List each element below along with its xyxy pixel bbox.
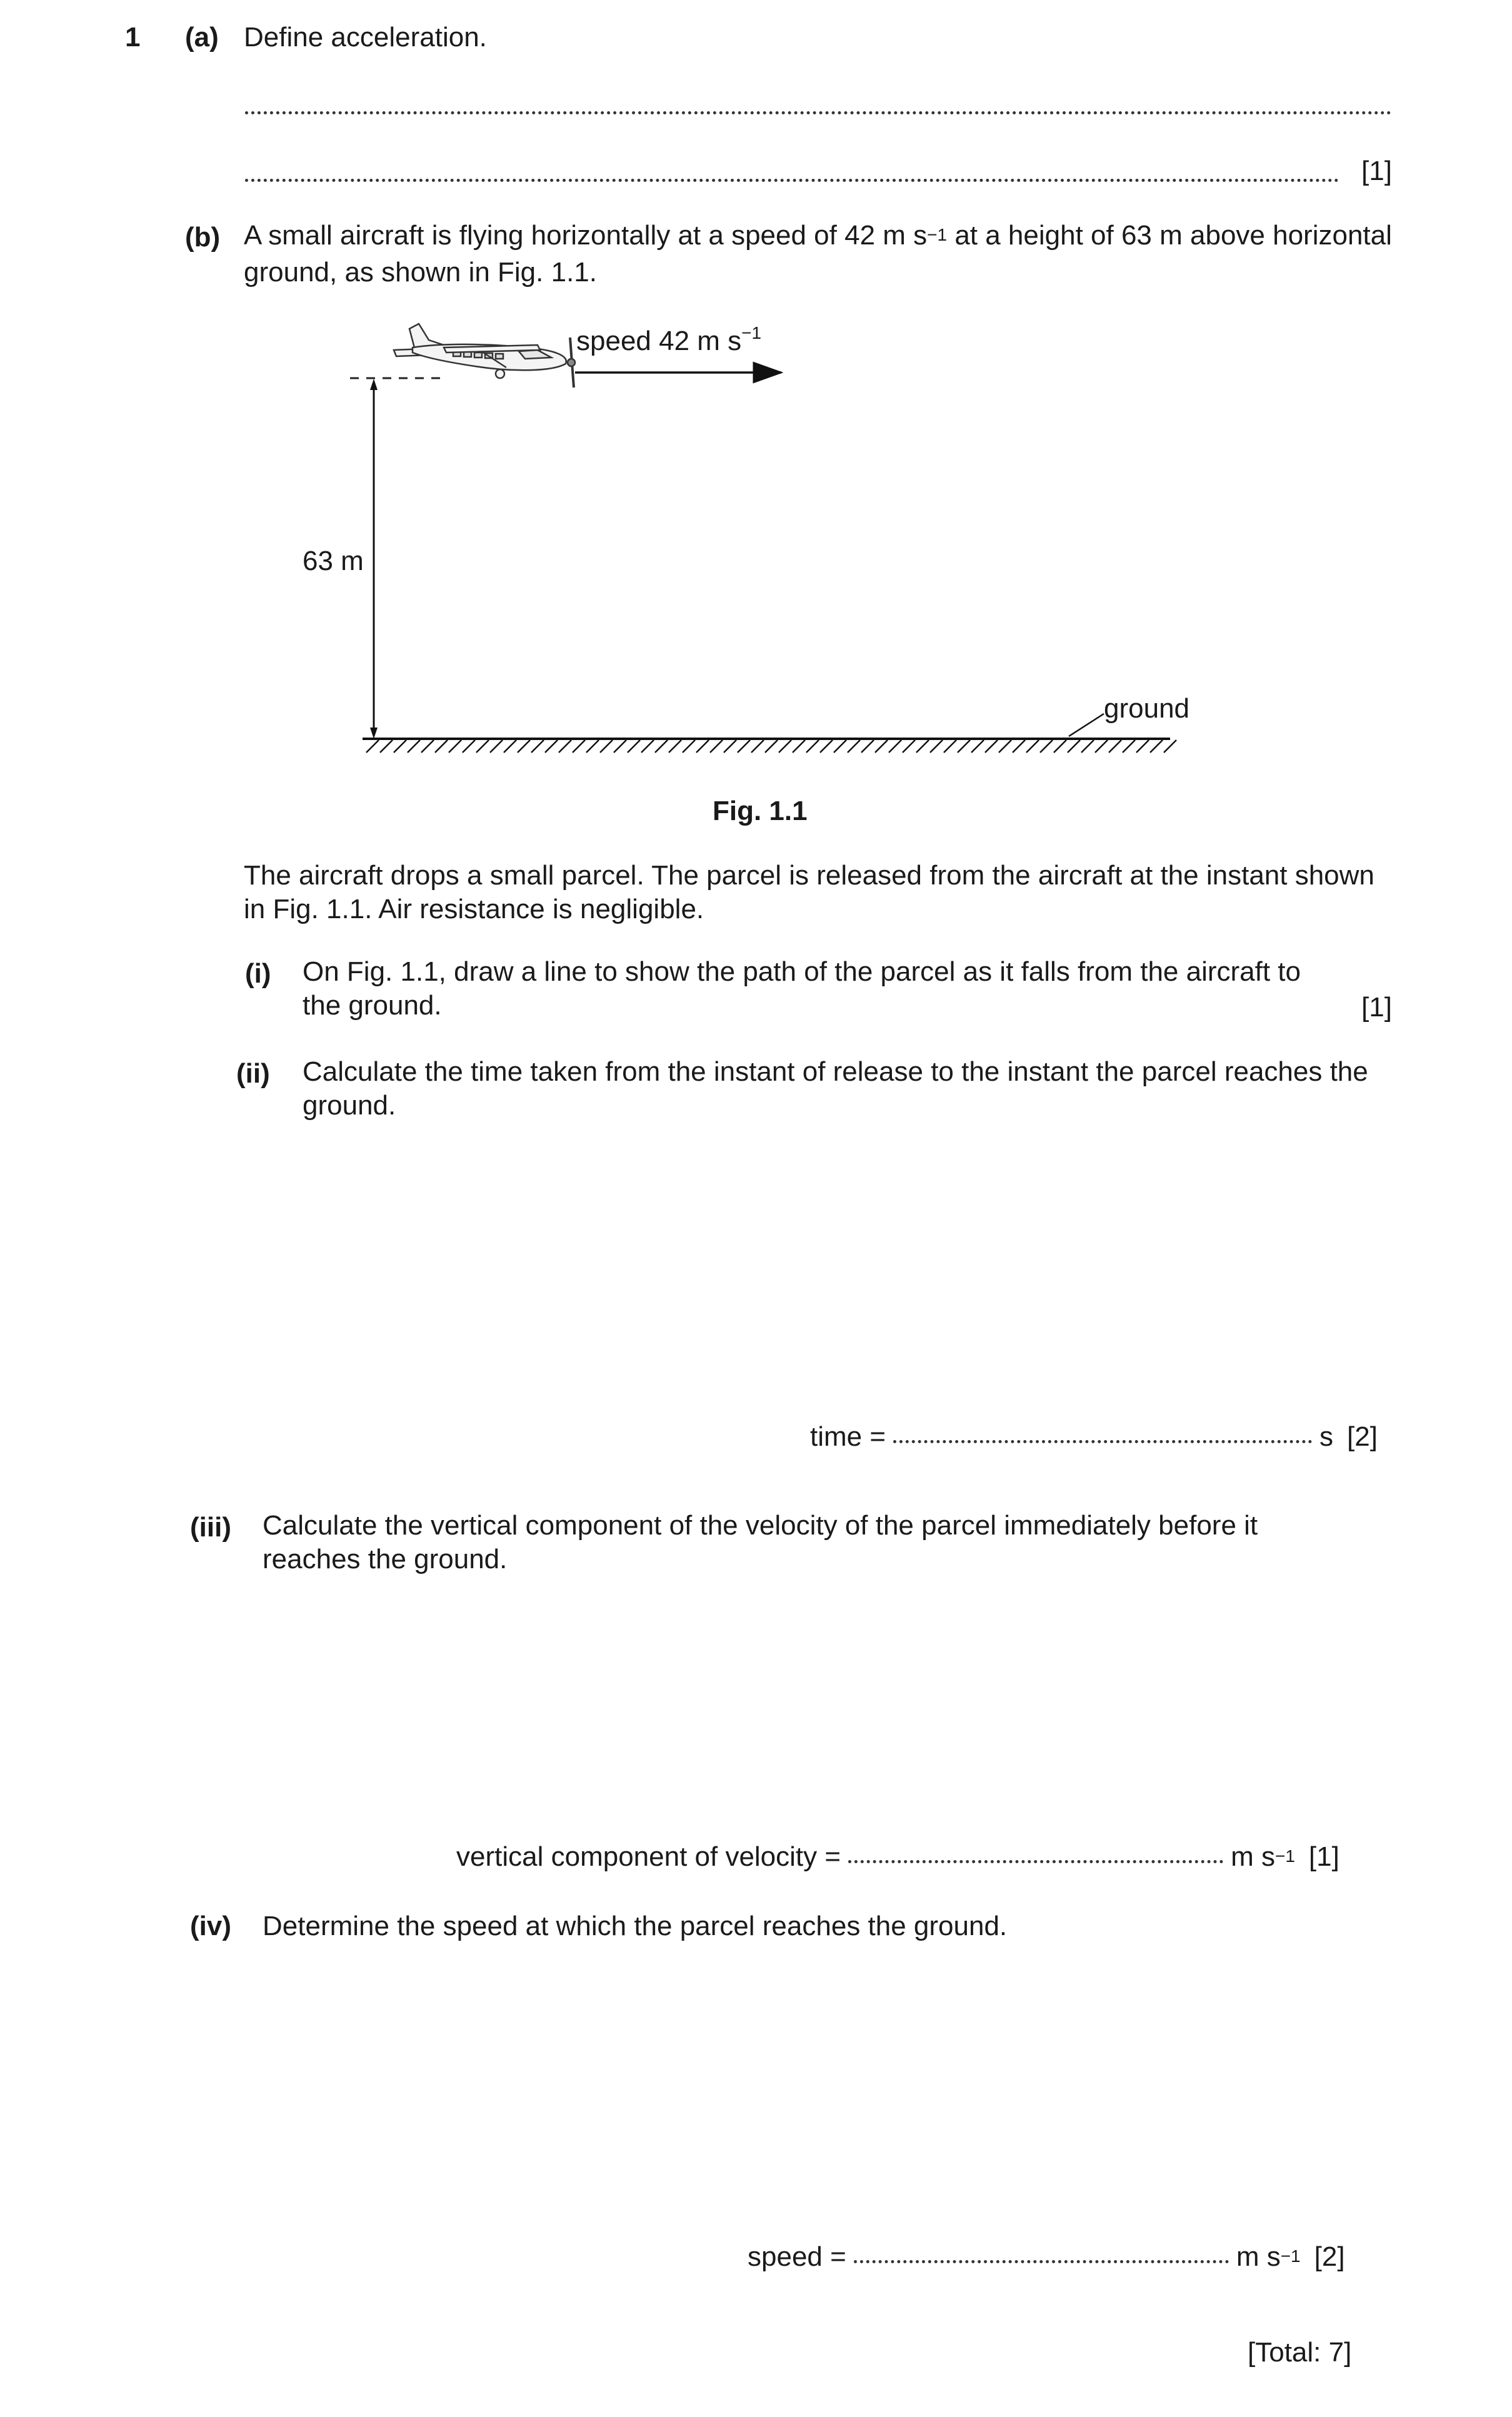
speed-unit-text: m s bbox=[1236, 2241, 1281, 2272]
time-answer-field[interactable] bbox=[893, 1440, 1312, 1443]
speed-label: speed 42 m $s^{-1}$ bbox=[576, 323, 762, 356]
part-b-context: The aircraft drops a small parcel. The parcel is released from the aircraft at the instant shown in Fig. 1.1. Air resistance is negligible. bbox=[244, 860, 1374, 924]
vertical-velocity-unit bbox=[1231, 1841, 1295, 1873]
height-label: 63 m bbox=[303, 546, 364, 576]
part-b-i-mark: [1] bbox=[1361, 992, 1392, 1023]
part-b-intro-tail: at a height of 63 m above horizontal ground, as shown in Fig. 1.1. bbox=[244, 220, 1392, 288]
part-b-label: (b) bbox=[185, 222, 221, 253]
time-answer-label: time = bbox=[810, 1421, 886, 1452]
answer-line-a2[interactable] bbox=[245, 179, 1339, 182]
part-a-question: Define acceleration. bbox=[244, 22, 487, 53]
part-b-ii-mark: [2] bbox=[1347, 1421, 1378, 1452]
speed-unit-sup: −1 bbox=[1280, 2246, 1301, 2266]
ground-hatching bbox=[366, 740, 1176, 753]
part-b-iii-answer-row bbox=[456, 1841, 1339, 1873]
fig-1-1-diagram[interactable] bbox=[303, 313, 1225, 775]
part-b-i-label: (i) bbox=[245, 958, 271, 989]
part-a-mark: [1] bbox=[1361, 156, 1392, 186]
vertical-velocity-unit-text: m s bbox=[1231, 1841, 1275, 1872]
speed-answer-field[interactable] bbox=[854, 2260, 1229, 2263]
part-a-label: (a) bbox=[185, 22, 219, 53]
part-b-intro-sup: −1 bbox=[927, 225, 948, 244]
vertical-velocity-answer-label: vertical component of velocity = bbox=[456, 1841, 841, 1872]
part-b-ii-question: Calculate the time taken from the instant of release to the instant the parcel reaches the ground. bbox=[303, 1056, 1368, 1121]
part-b-iii-mark: [1] bbox=[1308, 1841, 1339, 1872]
part-b-i-question: On Fig. 1.1, draw a line to show the path of the parcel as it falls from the aircraft to the ground. bbox=[303, 956, 1301, 1021]
ground-leader-line bbox=[1069, 714, 1104, 736]
part-b-iv-answer-row bbox=[748, 2241, 1345, 2273]
part-b-intro bbox=[244, 219, 1394, 289]
part-b-iii-question: Calculate the vertical component of the velocity of the parcel immediately before it reaches the ground. bbox=[263, 1510, 1258, 1574]
part-b-ii-label: (ii) bbox=[236, 1058, 270, 1089]
part-b-iv-mark: [2] bbox=[1314, 2241, 1345, 2272]
part-b-intro-text: A small aircraft is flying horizontally at a speed of 42 m s bbox=[244, 220, 928, 251]
height-arrow-bottom-head bbox=[370, 728, 378, 739]
answer-line-a1[interactable] bbox=[245, 111, 1391, 114]
vertical-velocity-unit-sup: −1 bbox=[1274, 1846, 1295, 1866]
speed-answer-label: speed = bbox=[748, 2241, 846, 2272]
speed-unit bbox=[1236, 2241, 1301, 2273]
part-b-iv-label: (iv) bbox=[190, 1911, 231, 1941]
part-b-ii-answer-row bbox=[810, 1421, 1378, 1453]
figure-caption: Fig. 1.1 bbox=[713, 796, 808, 826]
height-arrow-top-head bbox=[370, 379, 378, 390]
part-b-iii-label: (iii) bbox=[190, 1512, 231, 1543]
vertical-velocity-answer-field[interactable] bbox=[848, 1860, 1223, 1863]
total-marks: [Total: 7] bbox=[1248, 2337, 1352, 2368]
part-b-iv-question: Determine the speed at which the parcel reaches the ground. bbox=[263, 1911, 1008, 1941]
question-number: 1 bbox=[125, 22, 141, 53]
time-unit: s bbox=[1319, 1421, 1334, 1452]
ground-label: ground bbox=[1104, 693, 1190, 724]
